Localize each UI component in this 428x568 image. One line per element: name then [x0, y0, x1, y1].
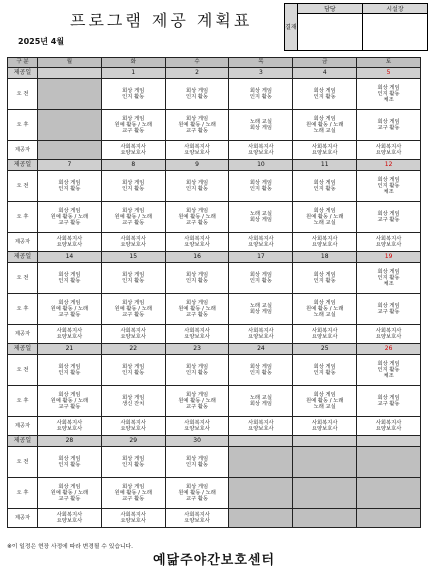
caregiver-cell [357, 509, 421, 528]
week-1-cg-row [8, 141, 421, 160]
pm-program-cell: 회상 게임 원예 활동 / 노래 교구 활동 [38, 294, 102, 325]
week-3-pm-row [8, 294, 421, 325]
caregiver-cell: 사회복지사 요양보호사 [229, 325, 293, 344]
col-header-wed: 수 [165, 58, 229, 68]
pm-program-cell: 회상 게임 교구 활동 [357, 386, 421, 417]
pm-program-cell: 회상 게임 생신 잔치 [101, 386, 165, 417]
col-header-mon: 월 [38, 58, 102, 68]
date-cell: 12 [357, 160, 421, 171]
date-cell: 15 [101, 252, 165, 263]
pm-program-cell: 노래 교실 회상 게임 [229, 110, 293, 141]
page-title: 프로그램 제공 계획표 [70, 11, 253, 30]
row-label-date: 제공일 [8, 68, 38, 79]
date-cell: 7 [38, 160, 102, 171]
row-label-caregiver: 제공자 [8, 141, 38, 160]
caregiver-cell: 사회복지사 요양보호사 [101, 325, 165, 344]
pm-program-cell [229, 478, 293, 509]
approval-sign-director[interactable] [362, 14, 427, 51]
date-cell: 23 [165, 344, 229, 355]
date-cell: 21 [38, 344, 102, 355]
pm-program-cell: 노래 교실 회상 게임 [229, 294, 293, 325]
month-label: 2025년 4월 [18, 37, 65, 46]
caregiver-cell: 사회복지사 요양보호사 [38, 417, 102, 436]
caregiver-cell: 사회복지사 요양보호사 [38, 325, 102, 344]
row-label-date: 제공일 [8, 252, 38, 263]
am-program-cell: 회상 게임 인지 활동 [101, 447, 165, 478]
row-label-pm: 오 후 [8, 110, 38, 141]
date-cell: 14 [38, 252, 102, 263]
date-cell: 25 [293, 344, 357, 355]
pm-program-cell: 회상 게임 교구 활동 [357, 202, 421, 233]
caregiver-cell: 사회복지사 요양보호사 [357, 417, 421, 436]
caregiver-cell: 사회복지사 요양보호사 [165, 417, 229, 436]
week-4-cg-row [8, 417, 421, 436]
date-cell: 22 [101, 344, 165, 355]
date-cell: 16 [165, 252, 229, 263]
row-label-am: 오 전 [8, 355, 38, 386]
pm-program-cell: 회상 게임 원예 활동 / 노래 교구 활동 [38, 202, 102, 233]
am-program-cell: 회상 게임 인지 활동 [165, 171, 229, 202]
date-cell: 30 [165, 436, 229, 447]
caregiver-cell: 사회복지사 요양보호사 [357, 141, 421, 160]
approval-label: 결재 [285, 4, 298, 51]
am-program-cell: 회상 게임 인지 활동 체조 [357, 263, 421, 294]
approval-box [284, 3, 428, 51]
pm-program-cell: 회상 게임 원예 활동 / 노래 교구 활동 [165, 478, 229, 509]
week-3-am-row [8, 263, 421, 294]
am-program-cell: 회상 게임 인지 활동 [229, 355, 293, 386]
pm-program-cell: 노래 교실 회상 게임 [229, 202, 293, 233]
row-label-pm: 오 후 [8, 386, 38, 417]
col-header-category: 구 분 [8, 58, 38, 68]
caregiver-cell: 사회복지사 요양보호사 [165, 233, 229, 252]
col-header-tue: 화 [101, 58, 165, 68]
week-3-cg-row [8, 325, 421, 344]
date-cell [293, 436, 357, 447]
row-label-caregiver: 제공자 [8, 417, 38, 436]
caregiver-cell: 사회복지사 요양보호사 [101, 141, 165, 160]
week-2-date-row [8, 160, 421, 171]
week-5-am-row [8, 447, 421, 478]
caregiver-cell [293, 509, 357, 528]
caregiver-cell: 사회복지사 요양보호사 [293, 141, 357, 160]
am-program-cell: 회상 게임 인지 활동 [38, 263, 102, 294]
caregiver-cell: 사회복지사 요양보호사 [165, 141, 229, 160]
pm-program-cell: 회상 게임 교구 활동 [357, 294, 421, 325]
date-cell: 11 [293, 160, 357, 171]
pm-program-cell: 회상 게임 원예 활동 / 노래 교구 활동 [165, 110, 229, 141]
approval-header-director: 시설장 [362, 4, 427, 14]
date-cell: 10 [229, 160, 293, 171]
pm-program-cell: 회상 게임 원예 활동 / 노래 교구 활동 [165, 202, 229, 233]
caregiver-cell: 사회복지사 요양보호사 [101, 417, 165, 436]
week-5-date-row [8, 436, 421, 447]
date-cell: 4 [293, 68, 357, 79]
pm-program-cell: 회상 게임 원예 활동 / 노래 교구 활동 [101, 294, 165, 325]
date-cell: 28 [38, 436, 102, 447]
caregiver-cell: 사회복지사 요양보호사 [101, 509, 165, 528]
pm-program-cell: 회상 게임 원예 활동 / 노래 노래 교실 [293, 386, 357, 417]
am-program-cell [229, 447, 293, 478]
date-cell: 2 [165, 68, 229, 79]
am-program-cell: 회상 게임 인지 활동 [101, 355, 165, 386]
week-4-am-row [8, 355, 421, 386]
am-program-cell: 회상 게임 인지 활동 [293, 263, 357, 294]
date-cell: 17 [229, 252, 293, 263]
pm-program-cell: 회상 게임 교구 활동 [357, 110, 421, 141]
row-label-am: 오 전 [8, 79, 38, 110]
date-cell: 19 [357, 252, 421, 263]
caregiver-cell: 사회복지사 요양보호사 [165, 509, 229, 528]
am-program-cell: 회상 게임 인지 활동 체조 [357, 171, 421, 202]
caregiver-cell: 사회복지사 요양보호사 [38, 233, 102, 252]
week-5-pm-row [8, 478, 421, 509]
caregiver-cell: 사회복지사 요양보호사 [229, 417, 293, 436]
date-cell: 29 [101, 436, 165, 447]
am-program-cell: 회상 게임 인지 활동 [38, 355, 102, 386]
pm-program-cell: 회상 게임 원예 활동 / 노래 교구 활동 [165, 294, 229, 325]
am-program-cell: 회상 게임 인지 활동 [229, 79, 293, 110]
program-calendar [7, 57, 421, 528]
week-4-date-row [8, 344, 421, 355]
am-program-cell [38, 79, 102, 110]
row-label-am: 오 전 [8, 171, 38, 202]
am-program-cell: 회상 게임 인지 활동 [38, 447, 102, 478]
row-label-date: 제공일 [8, 436, 38, 447]
caregiver-cell [229, 509, 293, 528]
am-program-cell: 회상 게임 인지 활동 [293, 79, 357, 110]
pm-program-cell: 회상 게임 원예 활동 / 노래 노래 교실 [293, 202, 357, 233]
col-header-fri: 금 [293, 58, 357, 68]
row-label-date: 제공일 [8, 344, 38, 355]
date-cell: 9 [165, 160, 229, 171]
am-program-cell [293, 447, 357, 478]
date-cell: 24 [229, 344, 293, 355]
week-1-date-row [8, 68, 421, 79]
row-label-caregiver: 제공자 [8, 509, 38, 528]
week-1-am-row [8, 79, 421, 110]
approval-sign-staff[interactable] [297, 14, 362, 51]
date-cell [38, 68, 102, 79]
date-cell [229, 436, 293, 447]
center-name: 예닮주야간보호센터 [152, 553, 276, 568]
schedule-note: ※이 일정은 현장 사정에 따라 변경될 수 있습니다. [7, 544, 133, 550]
caregiver-cell: 사회복지사 요양보호사 [101, 233, 165, 252]
week-2-am-row [8, 171, 421, 202]
caregiver-cell: 사회복지사 요양보호사 [293, 417, 357, 436]
row-label-am: 오 전 [8, 447, 38, 478]
row-label-pm: 오 후 [8, 478, 38, 509]
caregiver-cell [38, 141, 102, 160]
date-cell: 26 [357, 344, 421, 355]
am-program-cell: 회상 게임 인지 활동 체조 [357, 355, 421, 386]
am-program-cell: 회상 게임 인지 활동 [165, 79, 229, 110]
date-cell: 18 [293, 252, 357, 263]
date-cell: 1 [101, 68, 165, 79]
row-label-pm: 오 후 [8, 202, 38, 233]
caregiver-cell: 사회복지사 요양보호사 [293, 325, 357, 344]
am-program-cell: 회상 게임 인지 활동 [165, 263, 229, 294]
caregiver-cell: 사회복지사 요양보호사 [38, 509, 102, 528]
row-label-caregiver: 제공자 [8, 233, 38, 252]
calendar-header-row [8, 58, 421, 68]
pm-program-cell [293, 478, 357, 509]
row-label-pm: 오 후 [8, 294, 38, 325]
pm-program-cell: 회상 게임 원예 활동 / 노래 노래 교실 [293, 110, 357, 141]
pm-program-cell: 회상 게임 원예 활동 / 노래 교구 활동 [38, 478, 102, 509]
am-program-cell: 회상 게임 인지 활동 [229, 263, 293, 294]
row-label-date: 제공일 [8, 160, 38, 171]
am-program-cell: 회상 게임 인지 활동 [101, 171, 165, 202]
caregiver-cell: 사회복지사 요양보호사 [357, 325, 421, 344]
week-1-pm-row [8, 110, 421, 141]
pm-program-cell: 회상 게임 원예 활동 / 노래 교구 활동 [101, 478, 165, 509]
col-header-sat: 토 [357, 58, 421, 68]
approval-header-staff: 담당 [297, 4, 362, 14]
week-5-cg-row [8, 509, 421, 528]
date-cell [357, 436, 421, 447]
am-program-cell: 회상 게임 인지 활동 [165, 355, 229, 386]
pm-program-cell [357, 478, 421, 509]
row-label-caregiver: 제공자 [8, 325, 38, 344]
am-program-cell: 회상 게임 인지 활동 [293, 355, 357, 386]
pm-program-cell: 회상 게임 원예 활동 / 노래 교구 활동 [38, 386, 102, 417]
caregiver-cell: 사회복지사 요양보호사 [357, 233, 421, 252]
caregiver-cell: 사회복지사 요양보호사 [229, 141, 293, 160]
week-4-pm-row [8, 386, 421, 417]
am-program-cell: 회상 게임 인지 활동 [229, 171, 293, 202]
pm-program-cell: 노래 교실 회상 게임 [229, 386, 293, 417]
pm-program-cell: 회상 게임 원예 활동 / 노래 교구 활동 [101, 202, 165, 233]
am-program-cell: 회상 게임 인지 활동 [293, 171, 357, 202]
row-label-am: 오 전 [8, 263, 38, 294]
date-cell: 8 [101, 160, 165, 171]
date-cell: 5 [357, 68, 421, 79]
pm-program-cell: 회상 게임 원예 활동 / 노래 교구 활동 [165, 386, 229, 417]
date-cell: 3 [229, 68, 293, 79]
pm-program-cell: 회상 게임 원예 활동 / 노래 노래 교실 [293, 294, 357, 325]
am-program-cell: 회상 게임 인지 활동 [101, 79, 165, 110]
caregiver-cell: 사회복지사 요양보호사 [229, 233, 293, 252]
am-program-cell: 회상 게임 인지 활동 [38, 171, 102, 202]
am-program-cell [357, 447, 421, 478]
pm-program-cell [38, 110, 102, 141]
pm-program-cell: 회상 게임 원예 활동 / 노래 교구 활동 [101, 110, 165, 141]
week-2-cg-row [8, 233, 421, 252]
caregiver-cell: 사회복지사 요양보호사 [165, 325, 229, 344]
week-2-pm-row [8, 202, 421, 233]
caregiver-cell: 사회복지사 요양보호사 [293, 233, 357, 252]
col-header-thu: 목 [229, 58, 293, 68]
am-program-cell: 회상 게임 인지 활동 [165, 447, 229, 478]
week-3-date-row [8, 252, 421, 263]
am-program-cell: 회상 게임 인지 활동 체조 [357, 79, 421, 110]
am-program-cell: 회상 게임 인지 활동 [101, 263, 165, 294]
